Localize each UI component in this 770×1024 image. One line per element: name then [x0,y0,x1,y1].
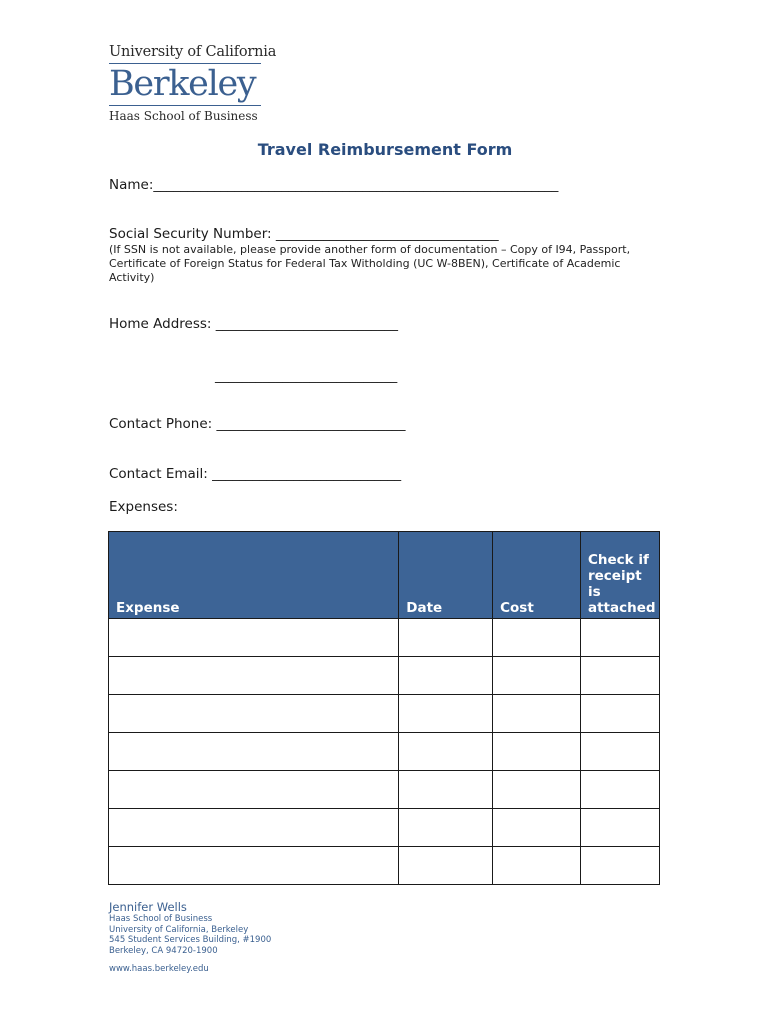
table-row [109,695,660,733]
expenses-table [108,531,660,885]
form-title: Travel Reimbursement Form [257,140,513,159]
cost-cell[interactable] [493,695,581,733]
cost-cell[interactable] [493,657,581,695]
ssn-field[interactable]: Social Security Number: _________________________________ [109,226,499,242]
header-date: Date [399,532,493,619]
table-row [109,657,660,695]
expenses-label: Expenses: [109,499,178,515]
cost-cell[interactable] [493,733,581,771]
table-row [109,847,660,885]
name-field[interactable]: Name:____________________________________________________________ [109,177,559,193]
table-row [109,619,660,657]
header-cost: Cost [493,532,581,619]
date-cell[interactable] [399,771,493,809]
receipt-cell[interactable] [580,657,659,695]
receipt-cell[interactable] [580,619,659,657]
date-cell[interactable] [399,695,493,733]
address-line: Haas School of Business [109,914,213,924]
address-line: 545 Student Services Building, #1900 [109,935,272,945]
table-row [109,771,660,809]
table-row [109,809,660,847]
expense-cell[interactable] [109,657,399,695]
home-address-field[interactable]: Home Address: ___________________________ [109,316,399,332]
contact-phone-field[interactable]: Contact Phone: ____________________________ [109,416,406,432]
contact-name: Jennifer Wells [109,900,187,914]
receipt-cell[interactable] [580,809,659,847]
logo-divider-bottom [109,105,261,106]
expense-cell[interactable] [109,847,399,885]
date-cell[interactable] [399,619,493,657]
table-header-row [109,532,660,619]
expense-cell[interactable] [109,733,399,771]
cost-cell[interactable] [493,847,581,885]
address-line: University of California, Berkeley [109,924,249,935]
expense-cell[interactable] [109,619,399,657]
table-row [109,733,660,771]
date-cell[interactable] [399,657,493,695]
date-cell[interactable] [399,847,493,885]
receipt-cell[interactable] [580,695,659,733]
receipt-cell[interactable] [580,733,659,771]
cost-cell[interactable] [493,619,581,657]
receipt-cell[interactable] [580,771,659,809]
cost-cell[interactable] [493,771,581,809]
header-receipt-check: Check if receipt is attached [580,532,659,619]
ssn-note: (If SSN is not available, please provide another form of documentation – Copy of I94, Passport, Certificate of Foreign Status for Federal Tax Witholding (UC W-8BEN), Certificate of Academic Activity) [109,243,631,284]
home-address-field-line2[interactable]: ___________________________ [215,368,398,384]
footer-contact [109,900,271,974]
logo-school-text: Haas School of Business [109,109,258,123]
logo-campus-text: Berkeley [109,64,256,104]
cost-cell[interactable] [493,809,581,847]
contact-email-field[interactable]: Contact Email: ____________________________ [109,466,402,482]
logo-university-text: University of California [109,44,277,60]
expense-cell[interactable] [109,695,399,733]
address-line: Berkeley, CA 94720-1900 [109,945,218,956]
header-expense: Expense [109,532,399,619]
website-link[interactable]: www.haas.berkeley.edu [109,964,209,974]
expense-cell[interactable] [109,771,399,809]
date-cell[interactable] [399,733,493,771]
date-cell[interactable] [399,809,493,847]
expense-cell[interactable] [109,809,399,847]
berkeley-haas-logo [109,44,277,123]
receipt-cell[interactable] [580,847,659,885]
